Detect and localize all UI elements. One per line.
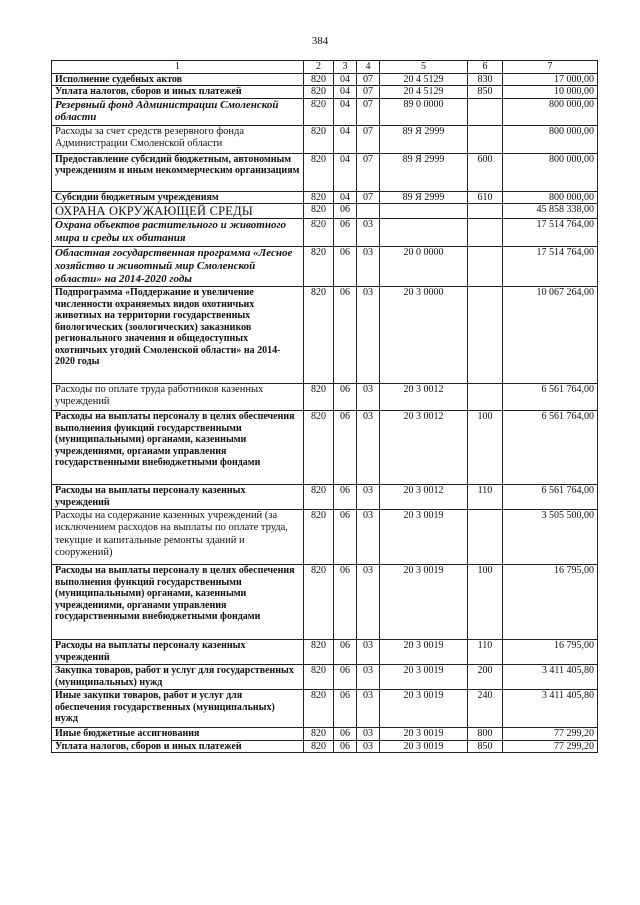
table-row	[52, 665, 598, 690]
row-ved-code: 820	[304, 640, 334, 665]
row-expense-type-code: 830	[468, 73, 503, 86]
row-amount: 3 505 500,00	[503, 510, 598, 565]
row-amount: 45 858 338,00	[503, 204, 598, 219]
row-section-code: 06	[334, 247, 357, 287]
row-section-code: 06	[334, 219, 357, 247]
row-amount: 77 299,20	[503, 740, 598, 753]
row-name: Предоставление субсидий бюджетным, автономным учреждениям и иным некоммерческим организациям	[52, 153, 304, 191]
row-subsection-code: 03	[357, 728, 380, 741]
row-name: Уплата налогов, сборов и иных платежей	[52, 86, 304, 99]
table-row	[52, 98, 598, 125]
row-section-code: 06	[334, 690, 357, 728]
row-expense-type-code: 240	[468, 690, 503, 728]
row-target-code: 20 3 0019	[380, 665, 468, 690]
row-ved-code: 820	[304, 153, 334, 191]
table-row	[52, 73, 598, 86]
row-expense-type-code	[468, 204, 503, 219]
row-expense-type-code	[468, 98, 503, 125]
row-subsection-code: 07	[357, 191, 380, 204]
row-expense-type-code: 110	[468, 640, 503, 665]
row-amount: 77 299,20	[503, 728, 598, 741]
header-cell: 5	[380, 61, 468, 74]
row-section-code: 04	[334, 73, 357, 86]
row-subsection-code: 07	[357, 86, 380, 99]
table-row	[52, 565, 598, 640]
row-target-code: 20 3 0012	[380, 411, 468, 485]
row-target-code	[380, 204, 468, 219]
row-ved-code: 820	[304, 690, 334, 728]
row-section-code: 04	[334, 86, 357, 99]
header-cell: 7	[503, 61, 598, 74]
row-amount: 16 795,00	[503, 565, 598, 640]
row-amount: 3 411 405,80	[503, 690, 598, 728]
table-row	[52, 690, 598, 728]
row-name: Уплата налогов, сборов и иных платежей	[52, 740, 304, 753]
row-section-code: 04	[334, 153, 357, 191]
table-row	[52, 384, 598, 411]
row-subsection-code: 03	[357, 665, 380, 690]
row-target-code: 89 Я 2999	[380, 153, 468, 191]
row-target-code: 20 3 0012	[380, 485, 468, 510]
row-section-code: 04	[334, 191, 357, 204]
table-row	[52, 640, 598, 665]
row-name: Расходы по оплате труда работников казенных учреждений	[52, 384, 304, 411]
row-amount: 6 561 764,00	[503, 411, 598, 485]
row-name: Расходы на выплаты персоналу в целях обеспечения выполнения функций государственными (муниципальными) органами, казенными учреждениями, органами управления государственными внебюджетными фондами	[52, 411, 304, 485]
row-name: Исполнение судебных актов	[52, 73, 304, 86]
row-name: Расходы на выплаты персоналу в целях обеспечения выполнения функций государственными (муниципальными) органами, казенными учреждениями, органами управления государственными внебюджетными фондами	[52, 565, 304, 640]
row-amount: 800 000,00	[503, 125, 598, 153]
row-amount: 800 000,00	[503, 98, 598, 125]
row-ved-code: 820	[304, 287, 334, 384]
row-subsection-code: 03	[357, 690, 380, 728]
row-amount: 10 000,00	[503, 86, 598, 99]
row-section-code: 06	[334, 728, 357, 741]
row-name: Расходы на выплаты персоналу казенных учреждений	[52, 640, 304, 665]
row-amount: 6 561 764,00	[503, 485, 598, 510]
row-section-code: 06	[334, 287, 357, 384]
row-section-code: 06	[334, 640, 357, 665]
table-row	[52, 247, 598, 287]
row-subsection-code: 07	[357, 125, 380, 153]
row-expense-type-code: 110	[468, 485, 503, 510]
row-ved-code: 820	[304, 191, 334, 204]
table-row	[52, 728, 598, 741]
row-target-code	[380, 219, 468, 247]
row-ved-code: 820	[304, 485, 334, 510]
row-expense-type-code	[468, 287, 503, 384]
row-expense-type-code	[468, 247, 503, 287]
row-ved-code: 820	[304, 219, 334, 247]
row-expense-type-code	[468, 219, 503, 247]
row-expense-type-code: 600	[468, 153, 503, 191]
row-target-code: 89 Я 2999	[380, 125, 468, 153]
row-section-code: 06	[334, 665, 357, 690]
header-cell: 6	[468, 61, 503, 74]
row-target-code: 89 0 0000	[380, 98, 468, 125]
row-subsection-code: 03	[357, 384, 380, 411]
row-expense-type-code: 800	[468, 728, 503, 741]
row-section-code: 04	[334, 125, 357, 153]
row-expense-type-code: 850	[468, 740, 503, 753]
row-subsection-code: 07	[357, 98, 380, 125]
header-cell: 4	[357, 61, 380, 74]
row-ved-code: 820	[304, 411, 334, 485]
row-name: Расходы на содержание казенных учреждений (за исключением расходов на выплаты по оплате труда, текущие и капитальные ремонты зданий и сооружений)	[52, 510, 304, 565]
row-subsection-code: 07	[357, 153, 380, 191]
table-row	[52, 86, 598, 99]
row-section-code: 06	[334, 411, 357, 485]
row-target-code: 20 3 0019	[380, 640, 468, 665]
row-target-code: 20 3 0019	[380, 690, 468, 728]
row-expense-type-code: 200	[468, 665, 503, 690]
row-ved-code: 820	[304, 740, 334, 753]
row-name: Иные бюджетные ассигнования	[52, 728, 304, 741]
table-row	[52, 740, 598, 753]
row-target-code: 20 4 5129	[380, 86, 468, 99]
row-expense-type-code: 850	[468, 86, 503, 99]
table-row	[52, 219, 598, 247]
table-row	[52, 411, 598, 485]
row-amount: 17 514 764,00	[503, 247, 598, 287]
header-row	[52, 61, 598, 74]
row-amount: 800 000,00	[503, 191, 598, 204]
row-ved-code: 820	[304, 247, 334, 287]
row-target-code: 20 3 0012	[380, 384, 468, 411]
row-subsection-code	[357, 204, 380, 219]
row-subsection-code: 03	[357, 510, 380, 565]
row-name: Иные закупки товаров, работ и услуг для обеспечения государственных (муниципальных) нужд	[52, 690, 304, 728]
budget-table	[51, 60, 598, 753]
row-target-code: 20 3 0019	[380, 510, 468, 565]
header-cell: 3	[334, 61, 357, 74]
row-expense-type-code	[468, 384, 503, 411]
row-ved-code: 820	[304, 384, 334, 411]
row-name: Расходы за счет средств резервного фонда Администрации Смоленской области	[52, 125, 304, 153]
table-row	[52, 204, 598, 219]
row-subsection-code: 03	[357, 287, 380, 384]
row-section-code: 06	[334, 565, 357, 640]
row-amount: 16 795,00	[503, 640, 598, 665]
row-name: Субсидии бюджетным учреждениям	[52, 191, 304, 204]
row-subsection-code: 03	[357, 640, 380, 665]
row-subsection-code: 03	[357, 219, 380, 247]
row-name: Областная государственная программа «Лесное хозяйство и животный мир Смоленской области» на 2014-2020 годы	[52, 247, 304, 287]
row-subsection-code: 07	[357, 73, 380, 86]
row-target-code: 20 0 0000	[380, 247, 468, 287]
row-name: Подпрограмма «Поддержание и увеличение численности охраняемых видов охотничьих животных на территории государственных биологических (зоологических) заказников регионального значения и общедоступных охотничьих угодий Смоленской области» на 2014-2020 годы	[52, 287, 304, 384]
row-name: ОХРАНА ОКРУЖАЮЩЕЙ СРЕДЫ	[52, 204, 304, 219]
row-expense-type-code	[468, 125, 503, 153]
row-ved-code: 820	[304, 73, 334, 86]
row-target-code: 20 4 5129	[380, 73, 468, 86]
row-ved-code: 820	[304, 665, 334, 690]
row-amount: 17 514 764,00	[503, 219, 598, 247]
page-number: 384	[311, 35, 329, 47]
header-cell: 2	[304, 61, 334, 74]
row-target-code: 20 3 0019	[380, 565, 468, 640]
row-section-code: 06	[334, 510, 357, 565]
row-subsection-code: 03	[357, 247, 380, 287]
table-row	[52, 287, 598, 384]
row-section-code: 06	[334, 740, 357, 753]
row-ved-code: 820	[304, 86, 334, 99]
row-amount: 6 561 764,00	[503, 384, 598, 411]
row-ved-code: 820	[304, 728, 334, 741]
table-row	[52, 485, 598, 510]
row-target-code: 20 3 0000	[380, 287, 468, 384]
row-section-code: 06	[334, 384, 357, 411]
row-ved-code: 820	[304, 565, 334, 640]
row-amount: 10 067 264,00	[503, 287, 598, 384]
row-ved-code: 820	[304, 510, 334, 565]
row-name: Резервный фонд Администрации Смоленской области	[52, 98, 304, 125]
row-amount: 3 411 405,80	[503, 665, 598, 690]
row-expense-type-code: 100	[468, 565, 503, 640]
row-amount: 800 000,00	[503, 153, 598, 191]
row-ved-code: 820	[304, 204, 334, 219]
row-section-code: 06	[334, 204, 357, 219]
row-target-code: 89 Я 2999	[380, 191, 468, 204]
row-section-code: 06	[334, 485, 357, 510]
row-subsection-code: 03	[357, 485, 380, 510]
row-subsection-code: 03	[357, 411, 380, 485]
row-name: Расходы на выплаты персоналу казенных учреждений	[52, 485, 304, 510]
table-row	[52, 125, 598, 153]
row-name: Охрана объектов растительного и животного мира и среды их обитания	[52, 219, 304, 247]
header-cell: 1	[52, 61, 304, 74]
row-expense-type-code	[468, 510, 503, 565]
row-name: Закупка товаров, работ и услуг для государственных (муниципальных) нужд	[52, 665, 304, 690]
row-target-code: 20 3 0019	[380, 728, 468, 741]
table-row	[52, 191, 598, 204]
row-expense-type-code: 100	[468, 411, 503, 485]
row-amount: 17 000,00	[503, 73, 598, 86]
table-row	[52, 153, 598, 191]
row-subsection-code: 03	[357, 740, 380, 753]
row-ved-code: 820	[304, 125, 334, 153]
row-expense-type-code: 610	[468, 191, 503, 204]
row-target-code: 20 3 0019	[380, 740, 468, 753]
row-subsection-code: 03	[357, 565, 380, 640]
row-ved-code: 820	[304, 98, 334, 125]
table-row	[52, 510, 598, 565]
row-section-code: 04	[334, 98, 357, 125]
